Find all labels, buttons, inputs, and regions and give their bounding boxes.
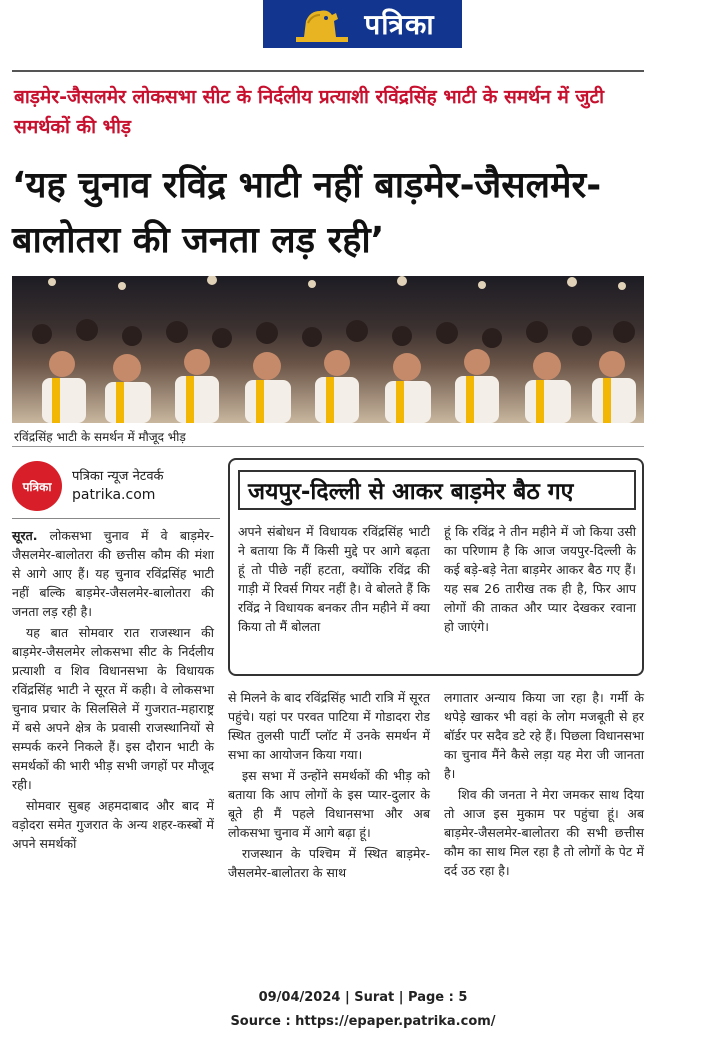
photo-caption: रविंद्रसिंह भाटी के समर्थन में मौजूद भीड़	[14, 430, 186, 444]
lion-logo-icon	[290, 3, 354, 45]
article-column-2	[228, 688, 430, 884]
crowd-illustration	[12, 276, 644, 423]
paragraph: इस सभा में उन्होंने समर्थकों की भीड़ को बताया कि आप लोगों के इस प्यार-दुलार के बूते ही मैं पहले विधानसभा और अब लोकसभा चुनाव में आगे बढ़ा हूं।	[228, 768, 430, 840]
masthead	[263, 0, 462, 48]
masthead-title: पत्रिका	[364, 8, 435, 41]
footer-date: 09/04/2024 | Surat | Page : 5	[258, 990, 468, 1005]
byline	[12, 458, 222, 514]
paragraph: लोकसभा चुनाव में वे बाड़मेर-जैसलमेर-बालोतरा की छत्तीस कौम की मंशा से आगे आए हैं। यह चुनाव रविंद्रसिंह भाटी नहीं बल्कि बाड़मेर-जैसलमेर-बालोतरा की जनता लड़ रही है।	[12, 528, 214, 619]
paragraph: लगातार अन्याय किया जा रहा है। गर्मी के थपेड़े खाकर भी वहां के लोग मजबूती से हर बॉर्डर पर सदैव डटे रहे हैं। पिछला विधानसभा का चुनाव मैंने कैसे लड़ा यह मेरा जी जानता है।	[444, 690, 644, 781]
paragraph: यह बात सोमवार रात राजस्थान की बाड़मेर-जैसलमेर लोकसभा सीट के निर्दलीय प्रत्याशी व शिव विधानसभा के विधायक रविंद्रसिंह भाटी ने सूरत में कही। वे लोकसभा चुनाव प्रचार के सिलसिले में गुजरात-महाराष्ट्र में बसे अपने क्षेत्र के प्रवासी राजस्थानियों से सम्पर्क करने निकले हैं। इस दौरान भाटी के समर्थकों की भारी भीड़ सभी जगहों पर मौजूद रही।	[12, 625, 214, 792]
footer-source[interactable]: Source : https://epaper.patrika.com/	[230, 1014, 496, 1029]
paragraph: शिव की जनता ने मेरा जमकर साथ दिया तो आज इस मुकाम पर पहुंचा हूं। अब बाड़मेर-जैसलमेर-बालोतरा की सभी छत्तीस कौम का साथ मिल रहा है तो लोगों के पेट में दर्द उठ रहा है।	[444, 787, 644, 878]
website-link[interactable]: patrika.com	[72, 487, 156, 503]
box-column-1: अपने संबोधन में विधायक रविंद्रसिंह भाटी ने बताया कि मैं किसी मुद्दे पर आगे बढ़ता हूं तो पीछे नहीं हटता, क्योंकि रविंद्र की गाड़ी में रिवर्स गियर नहीं है। वे बोलते हैं कि रविंद्र ने विधायक बनकर तीन महीने में क्या किया तो मैं बोलता	[238, 524, 430, 634]
kicker-text: बाड़मेर-जैसलमेर लोकसभा सीट के निर्दलीय प्रत्याशी रविंद्रसिंह भाटी के समर्थन में जुटी समर्थकों की भीड़	[14, 86, 605, 138]
paragraph: से मिलने के बाद रविंद्रसिंह भाटी रात्रि में सूरत पहुंचे। यहां पर परवत पाटिया में गोडादरा रोड स्थित तुलसी पार्टी प्लॉट में उनके समर्थन में सभा का आयोजन किया गया।	[228, 690, 430, 762]
paragraph: सोमवार सुबह अहमदाबाद और बाद में वड़ोदरा समेत गुजरात के अन्य शहर-कस्बों में अपने समर्थकों	[12, 798, 214, 851]
header-rule	[12, 70, 644, 72]
dateline: सूरत.	[12, 528, 38, 543]
box-title: जयपुर-दिल्ली से आकर बाड़मेर बैठ गए	[238, 470, 636, 510]
headline: ‘यह चुनाव रविंद्र भाटी नहीं बाड़मेर-जैसलमेर-बालोतरा की जनता लड़ रही’	[12, 165, 602, 261]
news-network: पत्रिका न्यूज नेटवर्क	[72, 469, 164, 484]
caption-rule	[12, 446, 644, 447]
crowd-photo	[12, 276, 644, 423]
article-column-3	[444, 688, 644, 882]
paragraph: राजस्थान के पश्चिम में स्थित बाड़मेर-जैसलमेर-बालोतरा के साथ	[228, 846, 430, 880]
article-column-1	[12, 526, 214, 855]
box-column-2: हूं कि रविंद्र ने तीन महीने में जो किया उसी का परिणाम है कि आज जयपुर-दिल्ली के कई बड़े-बड़े नेता बाड़मेर आकर बैठ गए हैं। यह सब 26 तारीख तक ही है, फिर आप लोगों की ताकत और प्यार देखकर रवाना हो जाएंगे।	[444, 524, 636, 634]
byline-rule	[12, 518, 220, 519]
patrika-logo: पत्रिका	[12, 461, 62, 511]
